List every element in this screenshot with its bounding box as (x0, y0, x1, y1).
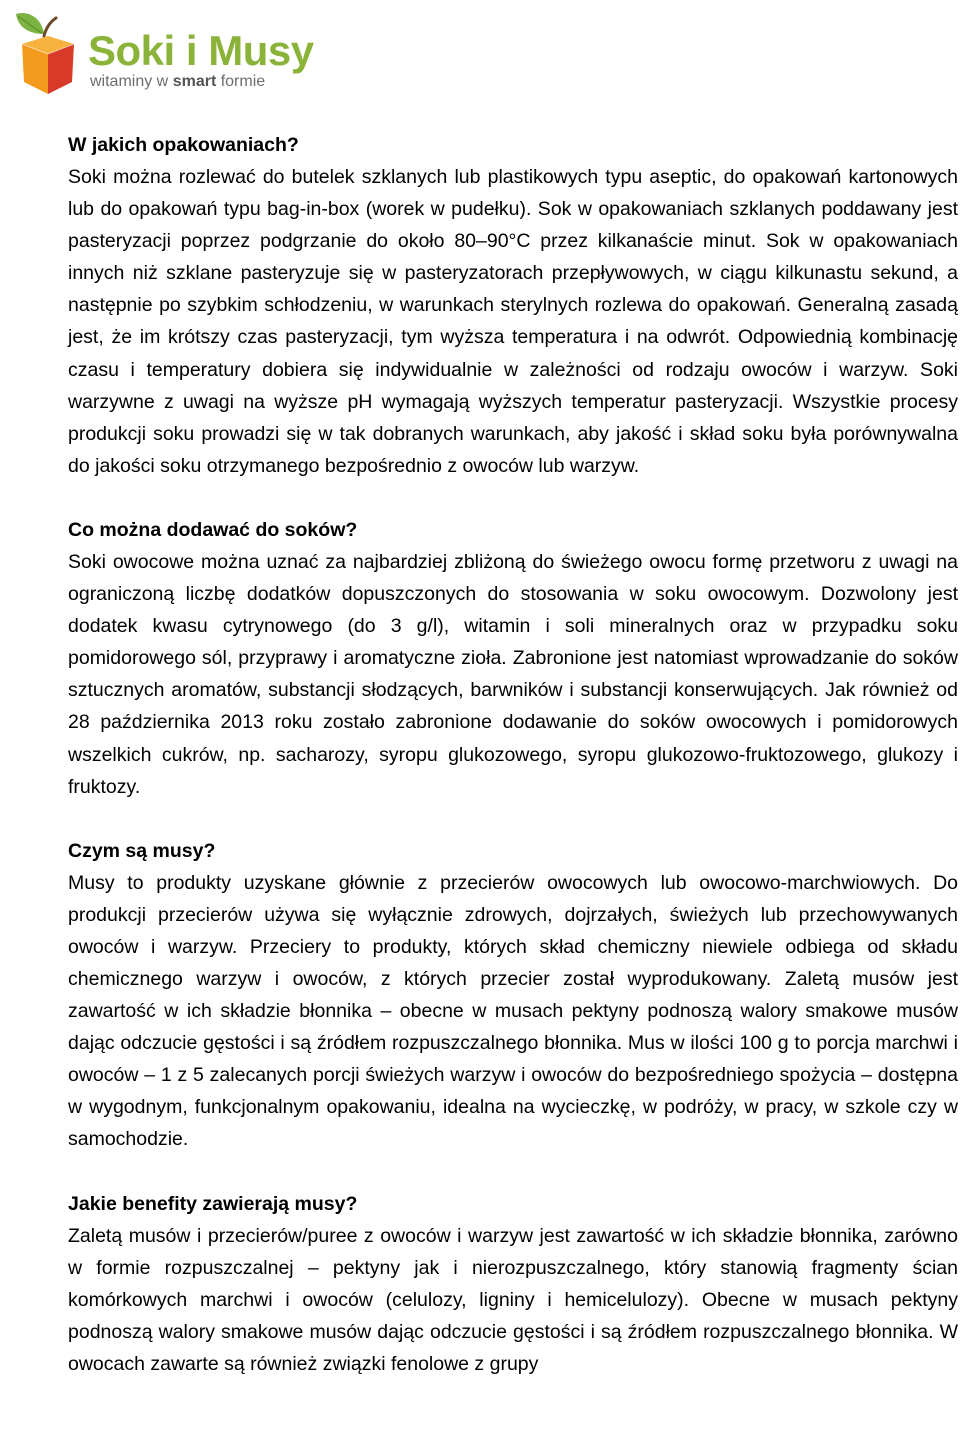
section-paragraph: Zaletą musów i przecierów/puree z owoców i warzyw jest zawartość w ich składzie błonnika, zarówno w formie rozpuszczalnej – pektyny jak i nierozpuszczalnego, który stanowią fragmenty ścian komórkowych marchwi i owoców (celulozy, ligniny i hemicelulozy). Obecne w musach pektyny podnoszą walory smakowe musów dając odczucie gęstości i są źródłem rozpuszczalnego błonnika. W owocach zawarte są również związki fenolowe z grupy (68, 1224, 958, 1375)
tagline-suffix: formie (216, 73, 266, 90)
section-paragraph: Musy to produkty uzyskane głównie z przecierów owocowych lub owocowo-marchwiowych. Do produkcji przecierów używa się wyłącznie zdrowych, dojrzałych, świeżych lub przechowywanych owoców i warzyw. Przeciery to produkty, których skład chemiczny niewiele odbiega od składu chemicznego warzyw i owoców, z których przecier został wyprodukowany. Zaletą musów jest zawartość w ich składzie błonnika – obecne w musach pektyny podnoszą walory smakowe musów dając odczucie gęstości i są źródłem rozpuszczalnego błonnika. Mus w ilości 100 g to porcja marchwi i owoców – 1 z 5 zalecanych porcji świeżych warzyw i owoców do bezpośredniego spożycia – dostępna w wygodnym, funkcjonalnym opakowaniu, idealna na wycieczkę, w podróży, w pracy, w szkole czy w samochodzie. (68, 871, 958, 1151)
apple-juice-box-icon (8, 8, 88, 98)
tagline-prefix: witaminy w (90, 73, 173, 90)
section-heading: Jakie benefity zawierają musy? (68, 1192, 358, 1215)
section-heading: Czym są musy? (68, 839, 216, 862)
brand-tagline (90, 74, 265, 90)
section-heading: W jakich opakowaniach? (68, 134, 299, 156)
section-heading: Co można dodawać do soków? (68, 518, 358, 541)
logo (8, 8, 314, 98)
section-paragraph: Soki można rozlewać do butelek szklanych lub plastikowych typu aseptic, do opakowań kartonowych lub do opakowań typu bag-in-box (worek w pudełku). Sok w opakowaniach szklanych poddawany jest pasteryzacji poprzez podgrzanie do około 80–90°C przez kilkanaście minut. Sok w opakowaniach innych niż szklane pasteryzuje się w pasteryzatorach przepływowych, w ciągu kilkunastu sekund, a następnie po szybkim schłodzeniu, w warunkach sterylnych rozlewa do opakowań. Generalną zasadą jest, że im krótszy czas pasteryzacji, tym wyższa temperatura i na odwrót. Odpowiednią kombinację czasu i temperatury dobiera się indywidualnie w zależności od rodzaju owoców i warzyw. Soki warzywne z uwagi na wyższe pH wymagają wyższych temperatur pasteryzacji. Wszystkie procesy produkcji soku prowadzi się w tak dobranych warunkach, aby jakość i skład soku była porównywalna do jakości soku otrzymanego bezpośrednio z owoców lub warzyw. (68, 166, 958, 477)
section-what-are-musy (68, 835, 958, 1156)
tagline-bold: smart (172, 73, 217, 90)
section-benefits (68, 1188, 958, 1380)
section-paragraph: Soki owocowe można uznać za najbardziej zbliżoną do świeżego owocu formę przetworu z uwagi na ograniczoną liczbę dodatków dopuszczonych do stosowania w soku owocowym. Dozwolony jest dodatek kwasu cytrynowego (do 3 g/l), witamin i soli mineralnych oraz w przypadku soku pomidorowego sól, przyprawy i aromatyczne zioła. Zabronione jest natomiast wprowadzanie do soków sztucznych aromatów, substancji słodzących, barwników i substancji konserwujących. Jak również od 28 października 2013 roku zostało zabronione dodawanie do soków owocowych i pomidorowych wszelkich cukrów, np. sacharozy, syropu glukozowego, syropu glukozowo-fruktozowego, glukozy i fruktozy. (68, 550, 958, 798)
section-packaging (68, 129, 958, 482)
document-body (68, 129, 958, 1380)
section-additives (68, 514, 958, 803)
brand-name: Soki i Musy (88, 27, 314, 74)
